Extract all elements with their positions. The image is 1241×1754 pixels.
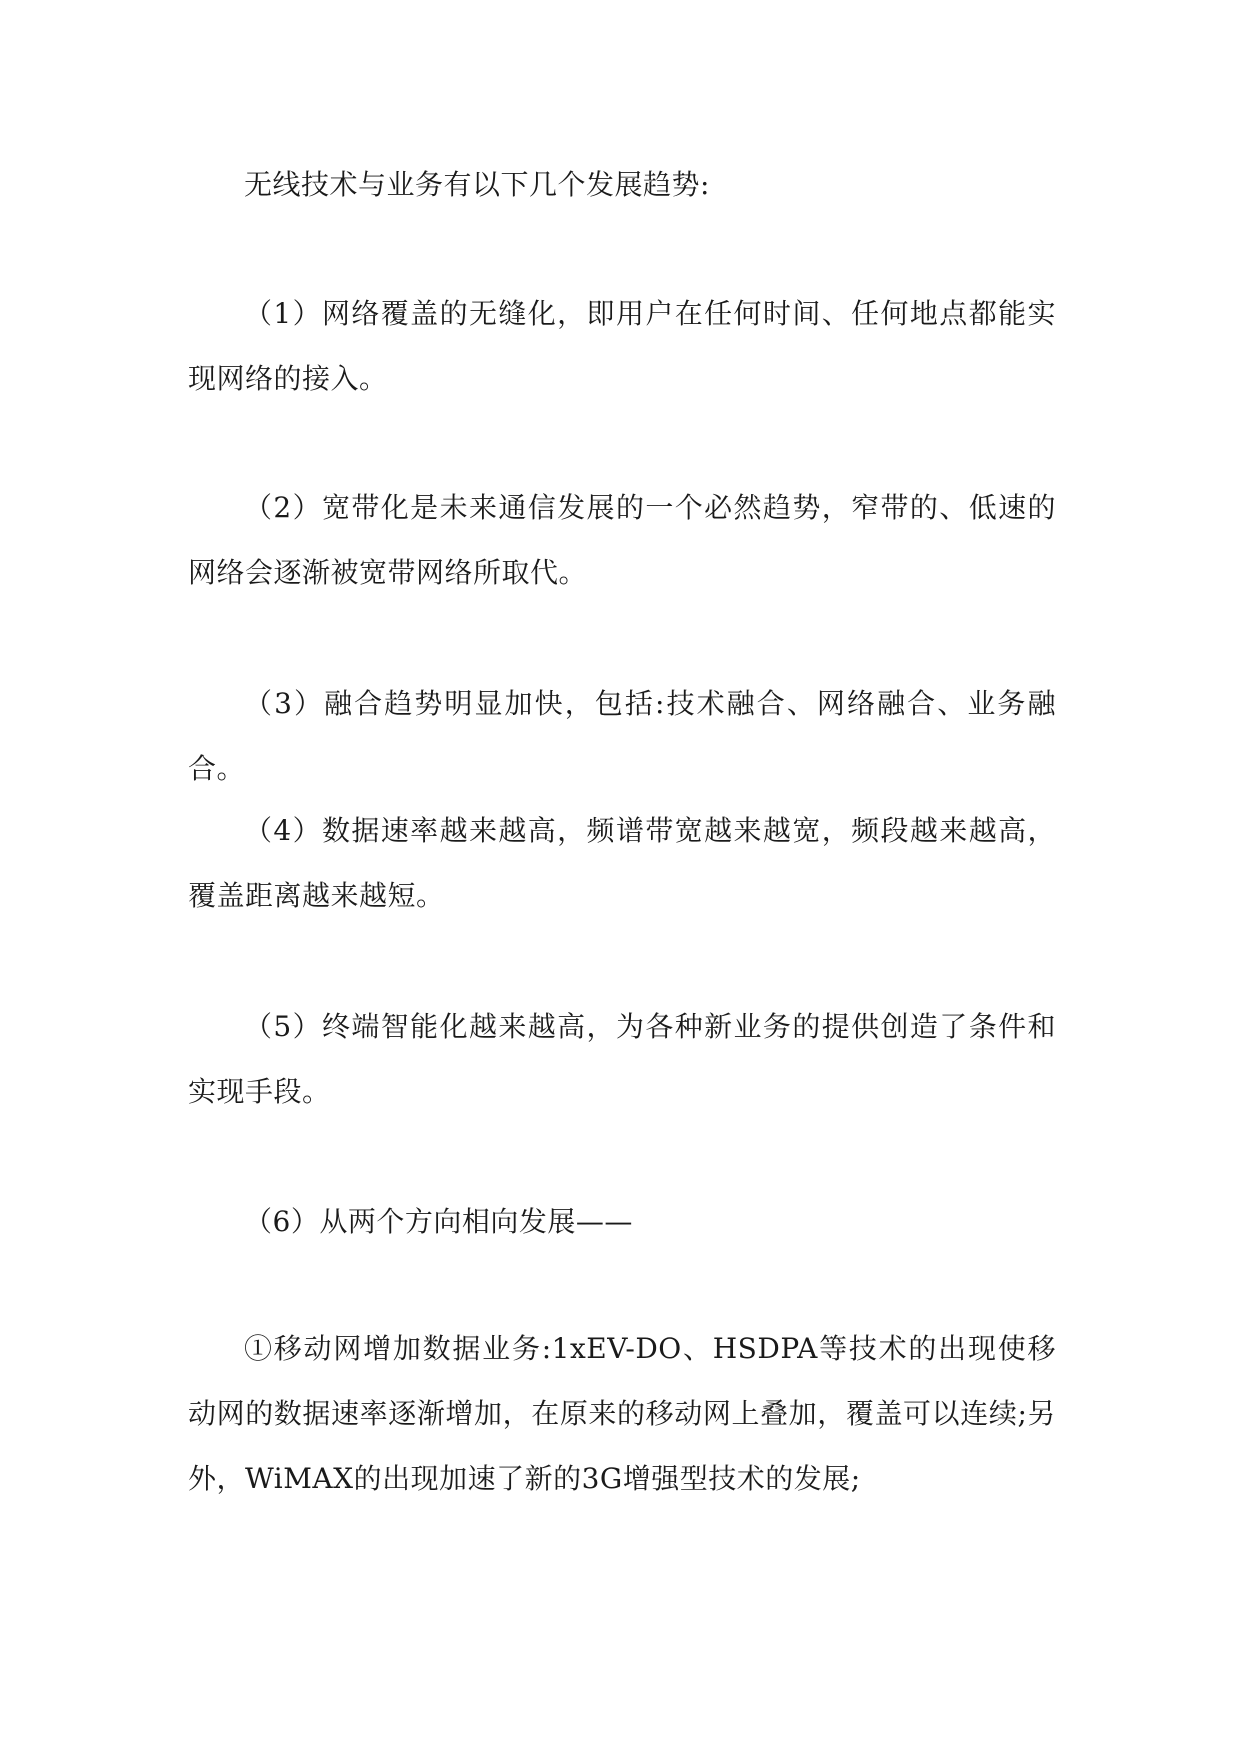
trend-3-paragraph: （3）融合趋势明显加快，包括:技术融合、网络融合、业务融合。 xyxy=(188,687,1056,785)
trend-2-paragraph: （2）宽带化是未来通信发展的一个必然趋势，窄带的、低速的网络会逐渐被宽带网络所取代。 xyxy=(188,491,1056,589)
trend-6-paragraph: （6）从两个方向相向发展—— xyxy=(244,1205,633,1238)
intro-paragraph: 无线技术与业务有以下几个发展趋势: xyxy=(244,168,710,201)
trend-5-paragraph: （5）终端智能化越来越高，为各种新业务的提供创造了条件和实现手段。 xyxy=(188,1010,1056,1108)
trend-4-paragraph: （4）数据速率越来越高，频谱带宽越来越宽，频段越来越高，覆盖距离越来越短。 xyxy=(188,814,1056,912)
trend-1-paragraph: （1）网络覆盖的无缝化，即用户在任何时间、任何地点都能实现网络的接入。 xyxy=(188,297,1056,395)
trend-6-sub-1-paragraph: ①移动网增加数据业务:1xEV-DO、HSDPA等技术的出现使移动网的数据速率逐渐增加，在原来的移动网上叠加，覆盖可以连续;另外，WiMAX的出现加速了新的3G增强型技术的发展; xyxy=(188,1332,1056,1495)
